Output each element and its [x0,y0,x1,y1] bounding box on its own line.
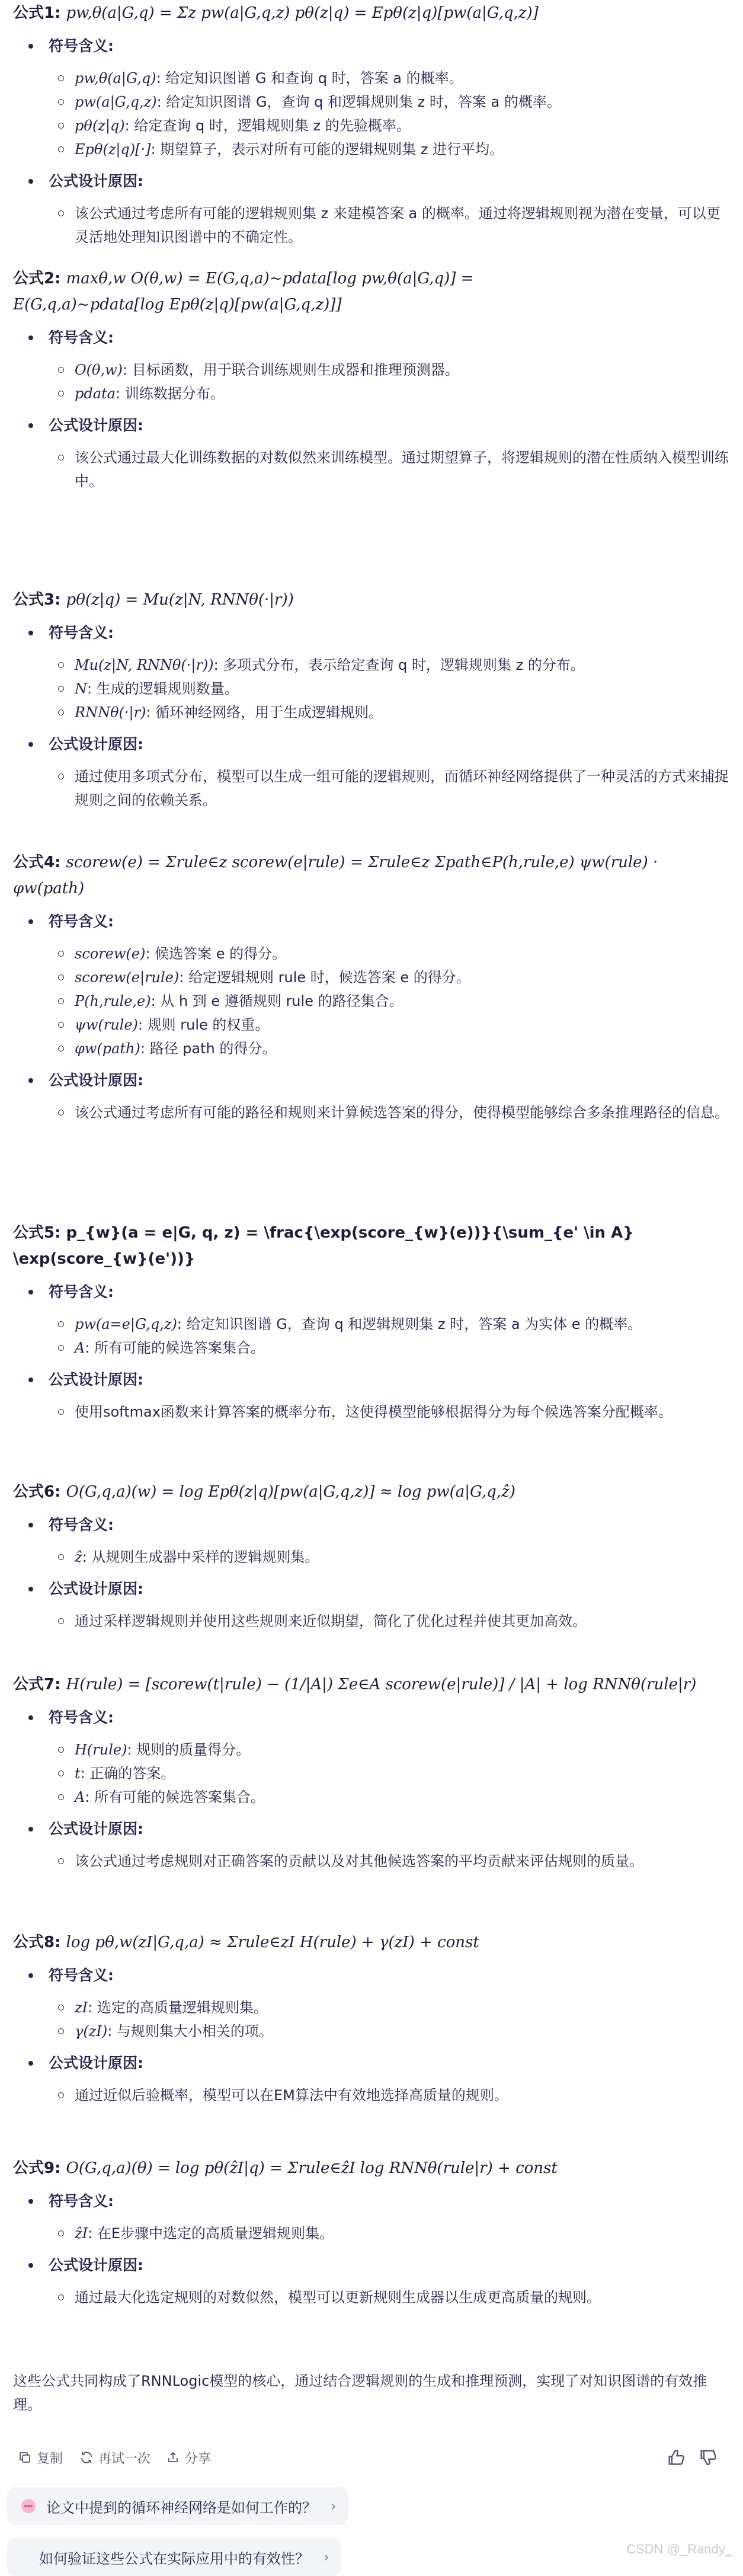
symbol-desc: : 从 h 到 e 遵循规则 rule 的路径集合。 [150,993,403,1009]
formula-title [13,849,731,875]
formula-title [13,1220,731,1272]
symbols-heading: 符号含义: [13,1964,731,1987]
formula-expression: pθ(z|q) = Mu(z|N, RNNθ(·|r)) [66,591,294,609]
symbol-desc: : 候选答案 e 的得分。 [145,945,287,962]
formula-section [13,266,731,493]
reason-heading: 公式设计原因: [13,414,731,437]
formula-label: 公式3: [13,591,66,609]
symbol-math: O(θ,w) [75,362,123,378]
symbol-math: Mu(z|N, RNNθ(·|r)) [75,657,214,673]
symbol-desc: : 所有可能的候选答案集合。 [85,1789,265,1805]
symbol-desc: : 所有可能的候选答案集合。 [85,1340,265,1356]
symbol-desc: : 路径 path 的得分。 [140,1040,277,1057]
symbol-item [13,942,731,966]
copy-icon [18,2450,32,2465]
reason-item: 通过采样逻辑规则并使用这些规则来近似期望，简化了优化过程并使其更加高效。 [13,1609,731,1633]
symbol-desc: : 给定知识图谱 G，查询 q 和逻辑规则集 z 时，答案 a 的概率。 [156,94,561,110]
formula-label: 公式5: [13,1224,66,1242]
symbol-math: φw(path) [75,1040,140,1057]
formula-expression-cont: E(G,q,a)~pdata[log Epθ(z|q)[pw(a|G,q,z)]] [13,296,342,314]
symbol-math: ψw(rule) [75,1017,138,1033]
symbols-heading: 符号含义: [13,910,731,934]
reason-heading: 公式设计原因: [13,1368,731,1392]
symbol-desc: : 给定知识图谱 G 和查询 q 时，答案 a 的概率。 [156,70,463,87]
symbols-heading: 符号含义: [13,1280,731,1304]
watermark: CSDN @_Randy_ [626,2542,732,2556]
symbol-desc: : 训练数据分布。 [116,385,225,402]
reason-item: 该公式通过考虑规则对正确答案的贡献以及对其他候选答案的平均贡献来评估规则的质量。 [13,1849,731,1873]
symbol-math: H(rule) [75,1741,127,1758]
symbol-desc: : 期望算子，表示对所有可能的逻辑规则集 z 进行平均。 [150,141,504,158]
symbol-math: scorew(e) [75,945,146,962]
refresh-icon [79,2450,94,2465]
symbol-item [13,1738,731,1762]
copy-button[interactable] [18,2444,63,2471]
share-label: 分享 [185,2451,212,2466]
symbol-item [13,1996,731,2019]
formula-title-cont [13,875,731,902]
symbol-item [13,701,731,724]
symbols-heading: 符号含义: [13,621,731,645]
symbol-item [13,1037,731,1060]
formula-label: 公式2: [13,270,66,287]
symbol-item [13,114,731,138]
symbol-item [13,1545,731,1569]
formula-title-cont [13,292,731,318]
reason-item: 通过近似后验概率，模型可以在EM算法中有效地选择高质量的规则。 [13,2083,731,2107]
symbol-desc: : 给定查询 q 时，逻辑规则集 z 的先验概率。 [124,117,411,134]
formula-expression: O(G,q,a)(w) = log Epθ(z|q)[pw(a|G,q,z)] ≈ log pw(a|G,q,ẑ) [66,1483,515,1501]
formula-title [13,1479,731,1505]
symbol-desc: : 在E步骤中选定的高质量逻辑规则集。 [88,2225,334,2242]
formula-section [13,2155,731,2309]
reason-item: 通过最大化选定规则的对数似然，模型可以更新规则生成器以生成更高质量的规则。 [13,2286,731,2309]
symbol-math: pw(a=e|G,q,z) [75,1316,177,1332]
symbol-math: pw(a|G,q,z) [75,94,157,110]
suggestion-text: 如何验证这些公式在实际应用中的有效性？ [39,2550,309,2567]
symbol-math: pdata [75,385,116,402]
reason-heading: 公式设计原因: [13,733,731,756]
formula-title [13,2155,731,2181]
symbol-item [13,966,731,989]
reason-item: 该公式通过考虑所有可能的路径和规则来计算候选答案的得分，使得模型能够综合多条推理路径的信息。 [13,1101,731,1124]
formula-section [13,1671,731,1873]
symbol-item [13,1762,731,1785]
symbol-math: t [75,1765,81,1782]
formula-expression: p_{w}(a = e|G, q, z) = \frac{\exp(score_{w}(e))}{\sum_{e' \in A} \exp(score_{w}(e'))} [13,1224,634,1268]
symbol-item [13,1013,731,1037]
symbol-item [13,138,731,161]
symbol-desc: : 目标函数，用于联合训练规则生成器和推理预测器。 [123,362,459,378]
reason-item: 该公式通过考虑所有可能的逻辑规则集 z 来建模答案 a 的概率。通过将逻辑规则视为潜在变量，可以更灵活地处理知识图谱中的不确定性。 [13,202,731,249]
share-icon [166,2450,180,2465]
symbol-math: scorew(e|rule) [75,969,180,986]
formula-section [13,587,731,812]
symbol-desc: : 与规则集大小相关的项。 [107,2023,273,2040]
symbols-heading: 符号含义: [13,34,731,58]
symbols-heading: 符号含义: [13,326,731,350]
symbol-desc: : 给定知识图谱 G，查询 q 和逻辑规则集 z 时，答案 a 为实体 e 的概率。 [177,1316,642,1332]
formula-expression: log pθ,w(zI|G,q,a) ≈ Σrule∈zI H(rule) + γ(zI) + const [66,1933,479,1951]
formula-title [13,266,731,292]
symbol-desc: : 规则的质量得分。 [127,1741,251,1758]
formula-expression: H(rule) = [scorew(t|rule) − (1/|A|) Σe∈A scorew(e|rule)] / |A| + log RNNθ(rule|r) [66,1676,697,1693]
symbol-item [13,989,731,1013]
chevron-right-icon: › [324,2549,329,2565]
reason-heading: 公式设计原因: [13,1577,731,1601]
symbol-desc: : 正确的答案。 [80,1765,175,1782]
symbol-item [13,677,731,701]
formula-expression: scorew(e) = Σrule∈z scorew(e|rule) = Σrule∈z Σpath∈P(h,rule,e) ψw(rule) · [66,854,658,871]
symbol-math: Epθ(z|q)[·] [75,141,151,158]
symbol-item [13,90,731,114]
formula-section [13,849,731,1124]
thumbs-down-icon[interactable] [698,2447,718,2468]
symbol-math: ẑ [75,1549,82,1565]
symbol-math: pw,θ(a|G,q) [75,70,156,87]
copy-label: 复制 [37,2451,63,2466]
symbol-desc: : 循环神经网络，用于生成逻辑规则。 [146,704,383,721]
formula-section [13,1929,731,2107]
retry-label: 再试一次 [98,2451,151,2466]
formula-label: 公式7: [13,1676,66,1693]
share-button[interactable] [166,2444,211,2471]
reason-item: 使用softmax函数来计算答案的概率分布，这使得模型能够根据得分为每个候选答案分配概率。 [13,1400,731,1424]
formula-expression: pw,θ(a|G,q) = Σz pw(a|G,q,z) pθ(z|q) = Epθ(z|q)[pw(a|G,q,z)] [66,4,539,22]
formula-title [13,587,731,613]
reason-heading: 公式设计原因: [13,1069,731,1092]
symbol-math: zI [75,1999,88,2016]
symbol-math: N [75,680,87,697]
symbol-item [13,358,731,382]
chat-bubble-icon [19,2497,38,2516]
symbol-math: RNNθ(·|r) [75,704,146,721]
formula-section [13,0,731,249]
formula-label: 公式4: [13,854,66,871]
suggestion-chip[interactable] [7,2538,341,2576]
reason-item: 通过使用多项式分布，模型可以生成一组可能的逻辑规则，而循环神经网络提供了一种灵活的方式来捕捉规则之间的依赖关系。 [13,765,731,812]
formula-expression: O(G,q,a)(θ) = log pθ(ẑI|q) = Σrule∈ẑI log RNNθ(rule|r) + const [66,2159,558,2177]
summary-paragraph: 这些公式共同构成了RNNLogic模型的核心，通过结合逻辑规则的生成和推理预测，实现了对知识图谱的有效推理。 [13,2373,707,2413]
answer-actions [18,2444,729,2471]
symbol-item [13,66,731,90]
symbol-item [13,2019,731,2043]
symbol-desc: : 给定逻辑规则 rule 时，候选答案 e 的得分。 [179,969,470,986]
symbol-item [13,1312,731,1336]
formula-section [13,1220,731,1424]
formula-section [13,1479,731,1633]
symbol-item [13,1336,731,1360]
symbol-math: A [75,1789,85,1805]
formula-title [13,1929,731,1955]
symbols-heading: 符号含义: [13,2190,731,2213]
formula-title [13,0,731,26]
symbol-desc: : 从规则生成器中采样的逻辑规则集。 [82,1549,319,1565]
symbol-item [13,1785,731,1809]
symbol-desc: : 选定的高质量逻辑规则集。 [88,1999,268,2016]
symbol-desc: : 生成的逻辑规则数量。 [87,680,239,697]
symbol-math: P(h,rule,e) [75,993,151,1009]
suggestion-chip[interactable] [7,2487,348,2525]
chevron-right-icon: › [331,2498,337,2514]
reason-item: 该公式通过最大化训练数据的对数似然来训练模型。通过期望算子，将逻辑规则的潜在性质纳入模型训练中。 [13,446,731,493]
symbols-heading: 符号含义: [13,1513,731,1537]
formula-label: 公式6: [13,1483,66,1501]
formula-expression: maxθ,w O(θ,w) = E(G,q,a)~pdata[log pw,θ(a|G,q)] = [66,270,474,287]
suggestion-text: 论文中提到的循环神经网络是如何工作的？ [46,2499,316,2516]
symbol-item [13,2222,731,2245]
reason-heading: 公式设计原因: [13,1817,731,1841]
formula-label: 公式9: [13,2159,66,2177]
formula-expression-cont: φw(path) [13,880,85,897]
symbol-item [13,382,731,405]
symbol-math: pθ(z|q) [75,117,125,134]
formula-label: 公式1: [13,4,66,22]
symbol-desc: : 规则 rule 的权重。 [137,1017,270,1033]
retry-button[interactable] [79,2444,150,2471]
formula-label: 公式8: [13,1933,66,1951]
symbol-math: γ(zI) [75,2023,108,2040]
symbol-item [13,653,731,677]
reason-heading: 公式设计原因: [13,2051,731,2075]
reason-heading: 公式设计原因: [13,2254,731,2277]
symbols-heading: 符号含义: [13,1706,731,1730]
reason-heading: 公式设计原因: [13,170,731,193]
symbol-math: ẑI [75,2225,88,2242]
symbol-math: A [75,1340,85,1356]
formula-title [13,1671,731,1698]
symbol-desc: : 多项式分布，表示给定查询 q 时，逻辑规则集 z 的分布。 [213,657,585,673]
thumbs-up-icon[interactable] [666,2447,686,2468]
